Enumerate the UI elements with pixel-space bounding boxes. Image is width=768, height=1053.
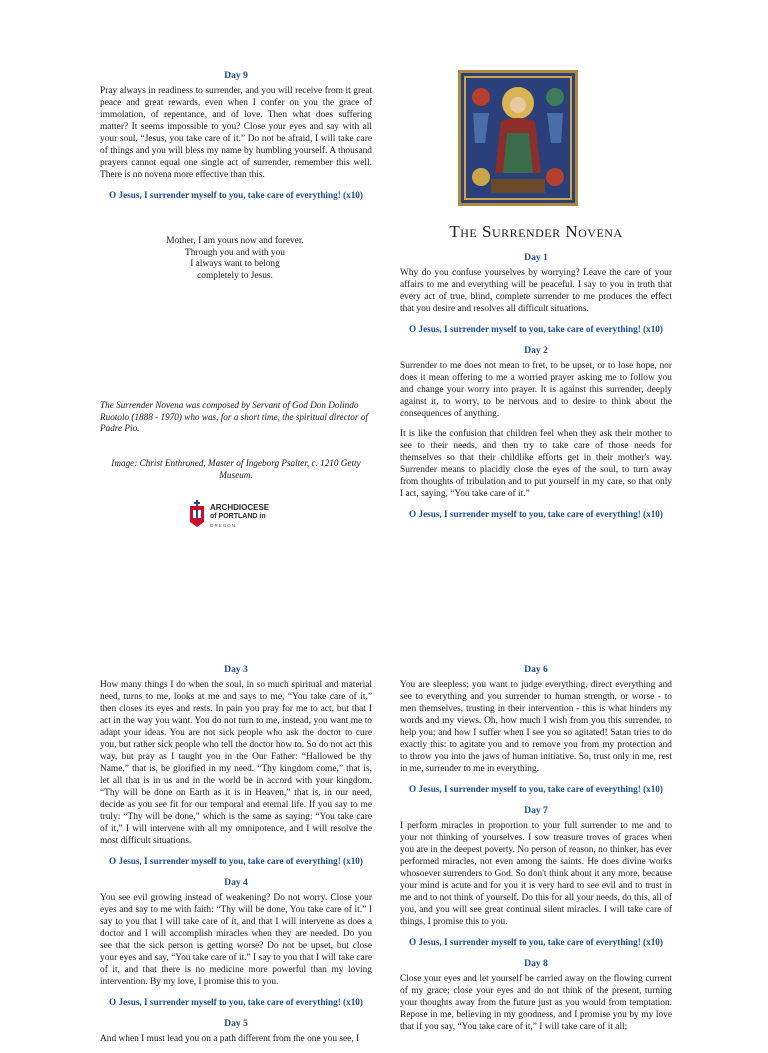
illumination-art <box>461 73 575 203</box>
day7-prayer: O Jesus, I surrender myself to you, take care of everything! (x10) <box>409 937 663 947</box>
logo-line3: OREGON <box>210 523 237 528</box>
day3-prayer: O Jesus, I surrender myself to you, take care of everything! (x10) <box>109 856 363 866</box>
poem-line: I always want to belong <box>190 259 280 269</box>
page-title: The Surrender Novena <box>449 222 623 241</box>
day9-block <box>100 70 372 211</box>
right-top-column <box>400 252 672 530</box>
day9-heading: Day 9 <box>224 70 248 81</box>
logo-line1: ARCHDIOCESE <box>210 503 270 512</box>
day4-prayer: O Jesus, I surrender myself to you, take care of everything! (x10) <box>109 997 363 1007</box>
poem-line: Through you and with you <box>185 247 285 258</box>
day2-heading: Day 2 <box>524 345 548 356</box>
day2-text-2: It is like the confusion that children feel when they ask their mother to see to their needs, and then try to take care of those needs for themselves so that their childlike efforts get in their mother's way. Surrender means to placidly close the eyes of the soul, to turn away from thoughts of tribulation and to put yourself in my care, so that only I act, saying, “You take care of it.” <box>400 429 672 499</box>
day6-prayer: O Jesus, I surrender myself to you, take care of everything! (x10) <box>409 784 663 794</box>
poem-line: completely to Jesus. <box>197 270 273 281</box>
day6-text: You are sleepless; you want to judge everything, direct everything and see to everything and you surrender to human strength, or worse - to men themselves, trusting in their intervention - this is what hinders my words and my views. Oh, how much I wish from you this surrender, to help you; and how I suffer when I see you so agitated! Satan tries to do exactly this: to agitate you and to remove you from my protection and to throw you into the jaws of human initiative. So, trust only in me, rest in me, surrender to me in everything. <box>400 680 672 774</box>
day3-text: How many things I do when the soul, in so much spiritual and material need, turns to me, looks at me and says to me, “You take care of it,” then closes its eyes and rests. In pain you pray for me to act, but that I act in the way you want. You do not turn to me, instead, you want me to adapt your ideas. You are not sick people who ask the doctor to cure you, but rather sick people who tell the doctor how to. So do not act this way, but pray as I taught you in the Our Father: “Hallowed be thy Name,” that is, be glorified in my need. “Thy kingdom come,” that is, let all that is in us and in the world be in accord with your kingdom. “Thy will be done on Earth as it is in Heaven,” that is, in our need, decide as you see fit for our temporal and eternal life. If you say to me truly: “Thy will be done,” which is the same as saying: “You take care of it,” I will intervene with all my omnipotence, and I will resolve the most difficult situations. <box>100 680 372 846</box>
right-bottom-column <box>400 664 672 1041</box>
crest-icon <box>188 500 206 528</box>
day7-text: I perform miracles in proportion to your full surrender to me and to your not thinking of yourselves. I sow treasure troves of graces when you are in the deepest poverty. No person of reason, no thinker, has ever performed miracles, not even among the saints. He does divine works whosoever surrenders to God. So don't think about it any more, because your mind is acute and for you it is very hard to see evil and to trust in me and to not think of yourself. Do this for all your needs, do this, all of you, and you will see great continual silent miracles. I will take care of things, I promise this to you. <box>400 821 672 927</box>
day5-heading: Day 5 <box>224 1018 248 1029</box>
day4-heading: Day 4 <box>224 877 248 888</box>
composer-note: The Surrender Novena was composed by Servant of God Don Dolindo Ruotolo (1888 - 1970) who was, for a short time, the spiritual director of Padre Pio. <box>100 400 368 433</box>
day1-heading: Day 1 <box>524 252 548 263</box>
day9-prayer: O Jesus, I surrender myself to you, take care of everything! (x10) <box>109 190 363 200</box>
day8-heading: Day 8 <box>524 958 548 969</box>
day4-text: You see evil growing instead of weakening? Do not worry. Close your eyes and say to me with faith: “Thy will be done, You take care of it.” I say to you that I will take care of it, and that I will intervene as does a doctor and I will accomplish miracles when they are needed. Do you see that the sick person is getting worse? Do not be upset, but close your eyes and say, “You take care of it.” I say to you that I will take care of it, and that there is no medicine more powerful than my loving intervention. By my love, I promise this to you. <box>100 893 372 987</box>
day1-prayer: O Jesus, I surrender myself to you, take care of everything! (x10) <box>409 324 663 334</box>
poem-line: Mother, I am yours now and forever. <box>166 236 304 246</box>
day1-text: Why do you confuse yourselves by worrying? Leave the care of your affairs to me and everything will be peaceful. I say to you in truth that every act of true, blind, complete surrender to me produces the effect that you desire and resolves all difficult situations. <box>400 268 672 314</box>
day3-heading: Day 3 <box>224 664 248 675</box>
christ-enthroned-image <box>458 70 578 206</box>
day6-heading: Day 6 <box>524 664 548 675</box>
day2-prayer: O Jesus, I surrender myself to you, take care of everything! (x10) <box>409 509 663 519</box>
image-credit: Image: Christ Enthroned, Master of Ingeborg Psalter, c. 1210 Getty Museum. <box>111 458 361 480</box>
archdiocese-logo <box>188 500 298 530</box>
marian-prayer <box>110 236 360 282</box>
day5-text: And when I must lead you on a path different from the one you see, I <box>100 1034 360 1044</box>
left-bottom-column <box>100 664 372 1053</box>
logo-line2: of PORTLAND in <box>210 513 266 520</box>
day8-text: Close your eyes and let yourself be carried away on the flowing current of my grace; close your eyes and do not think of the present, turning your thoughts away from the future just as you would from temptation. Repose in me, believing in my goodness, and I promise you by my love that if you say, “You take care of it,” I will take care of it all; <box>400 974 672 1032</box>
day9-text: Pray always in readiness to surrender, and you will receive from it great peace and great rewards, even when I confer on you the grace of immolation, of repentance, and of love. Then what does suffering matter? It seems impossible to you? Close your eyes and say with all your soul, “Jesus, you take care of it.” Do not be afraid, I will take care of things and you will bless my name by humbling yourself. A thousand prayers cannot equal one single act of surrender, remember this well. There is no novena more effective than this. <box>100 86 372 180</box>
day2-text-1: Surrender to me does not mean to fret, to be upset, or to lose hope, nor does it mean offering to me a worried prayer asking me to follow you and change your worry into prayer. It is against this surrender, deeply against it, to worry, to be nervous and to desire to think about the consequences of anything. <box>400 361 672 419</box>
day7-heading: Day 7 <box>524 805 548 816</box>
